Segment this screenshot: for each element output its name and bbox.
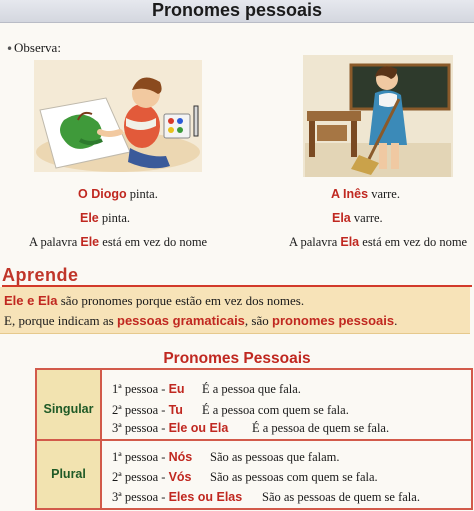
person-label: 3ª pessoa - bbox=[112, 490, 169, 504]
conj-e: e bbox=[23, 293, 38, 308]
person-label: 3ª pessoa - bbox=[112, 421, 169, 435]
person-label: 1ª pessoa - bbox=[112, 450, 169, 464]
verb-pinta: pinta. bbox=[126, 187, 158, 201]
table-title: Pronomes Pessoais bbox=[163, 350, 311, 367]
person-label: 2ª pessoa - bbox=[112, 470, 169, 484]
row-description: São as pessoas de quem se fala. bbox=[262, 490, 420, 504]
verb-pinta-2: pinta. bbox=[98, 211, 131, 225]
person-label: 2ª pessoa - bbox=[112, 403, 169, 417]
caption-pre: A palavra bbox=[289, 235, 341, 249]
pronoun-ele-rule: Ele bbox=[4, 293, 24, 308]
aprende-heading: Aprende bbox=[2, 265, 79, 285]
rule-text-2a: E, porque indicam as bbox=[4, 313, 117, 328]
row-description: É a pessoa que fala. bbox=[202, 382, 301, 396]
pronoun-ela-inline: Ela bbox=[340, 235, 360, 249]
caption-post: está em vez do nome bbox=[359, 235, 468, 249]
noun-diogo: O Diogo bbox=[78, 187, 127, 201]
table-row bbox=[112, 403, 349, 418]
verb-varre-2: varre. bbox=[350, 211, 383, 225]
observa-label: Observa: bbox=[14, 40, 61, 55]
pronoun-tu: Tu bbox=[168, 403, 183, 417]
rule-text-2b: , são bbox=[244, 313, 272, 328]
term-pessoas-gramaticais: pessoas gramaticais bbox=[117, 313, 245, 328]
rule-text-1: são pronomes porque estão em vez dos nomes. bbox=[57, 293, 305, 308]
pronoun-vos: Vós bbox=[168, 470, 192, 484]
pronoun-ela: Ela bbox=[332, 211, 351, 225]
pronoun-ele: Ele bbox=[80, 211, 99, 225]
table-column-separator bbox=[100, 368, 102, 510]
table-row bbox=[112, 382, 301, 397]
example-left-line1 bbox=[78, 187, 158, 202]
table-row bbox=[112, 450, 340, 465]
pronoun-eles-ou-elas: Eles ou Elas bbox=[168, 490, 243, 504]
caption-pre: A palavra bbox=[29, 235, 81, 249]
example-right-line2 bbox=[332, 211, 383, 226]
pronoun-ele-inline: Ele bbox=[80, 235, 100, 249]
table-row bbox=[112, 470, 378, 485]
rule-line-2 bbox=[4, 313, 397, 329]
term-pronomes-pessoais: pronomes pessoais bbox=[272, 313, 395, 328]
row-description: São as pessoas com quem se fala. bbox=[210, 470, 378, 484]
rule-text-2c: . bbox=[394, 313, 398, 328]
example-left-line3 bbox=[29, 235, 207, 250]
person-label: 1ª pessoa - bbox=[112, 382, 169, 396]
page-title: Pronomes pessoais bbox=[151, 0, 323, 20]
noun-ines: A Inês bbox=[331, 187, 369, 201]
row-description: São as pessoas que falam. bbox=[210, 450, 340, 464]
woman-sweeping-illustration bbox=[303, 55, 453, 177]
table-row bbox=[112, 421, 390, 436]
row-description: É a pessoa com quem se fala. bbox=[202, 403, 349, 417]
pronoun-ela-rule: Ela bbox=[37, 293, 58, 308]
pronoun-nos: Nós bbox=[168, 450, 193, 464]
group-label-plural: Plural bbox=[51, 467, 86, 481]
pronoun-ele-ou-ela: Ele ou Ela bbox=[168, 421, 229, 435]
pronoun-eu: Eu bbox=[168, 382, 185, 396]
row-description: É a pessoa de quem se fala. bbox=[252, 421, 390, 435]
caption-post: está em vez do nome bbox=[99, 235, 208, 249]
group-label-singular: Singular bbox=[43, 402, 94, 416]
example-right-line1 bbox=[331, 187, 400, 202]
table-row bbox=[112, 490, 420, 505]
rule-line-1 bbox=[4, 293, 304, 309]
example-left-line2 bbox=[80, 211, 130, 226]
example-right-line3 bbox=[289, 235, 467, 250]
verb-varre: varre. bbox=[368, 187, 400, 201]
boy-painting-illustration bbox=[34, 60, 202, 172]
bullet-icon: • bbox=[6, 42, 14, 56]
